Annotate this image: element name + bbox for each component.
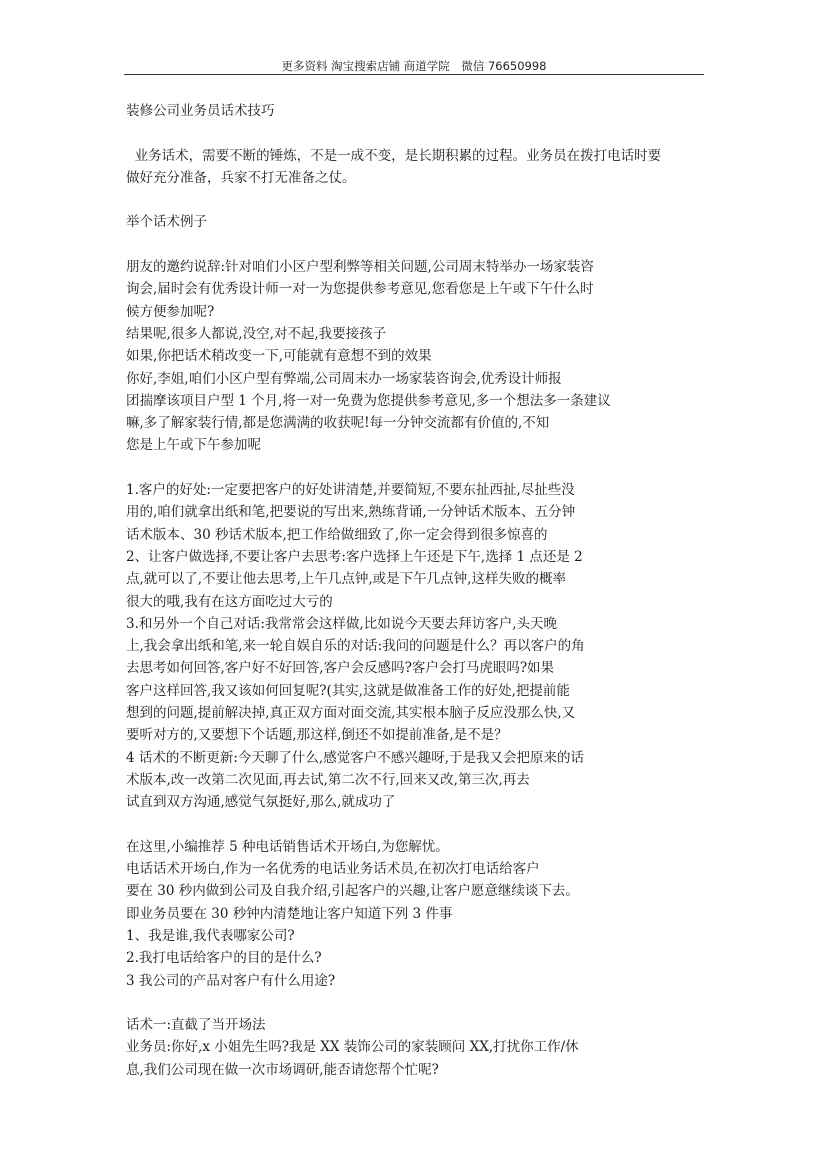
text-line: 4 话术的不断更新:今天聊了什么,感觉客户不感兴趣呀,于是我又会把原来的话 xyxy=(126,749,585,766)
text-line: 电话话术开场白,作为一名优秀的电话业务话术员,在初次打电话给客户 xyxy=(126,861,540,878)
text-line: 术版本,改一改第二次见面,再去试,第二次不行,回来又改,第三次,再去 xyxy=(126,771,530,788)
script-one-section xyxy=(126,1014,716,1081)
text-line: 询会,届时会有优秀设计师一对一为您提供参考意见,您看您是上午或下午什么时 xyxy=(126,281,594,298)
text-line: 业务话术，需要不断的锤炼，不是一成不变，是长期积累的过程。业务员在拨打电话时要 xyxy=(126,147,662,164)
text-line: 如果,你把话术稍改变一下,可能就有意想不到的效果 xyxy=(126,348,432,365)
intro-paragraph xyxy=(126,145,716,190)
text-line: 1、我是谁,我代表哪家公司? xyxy=(126,927,295,944)
spacer xyxy=(126,122,716,144)
text-line: 3.和另外一个自己对话:我常常会这样做,比如说今天要去拜访客户,头天晚 xyxy=(126,615,558,632)
page-header: 更多资料 淘宝搜索店铺 商道学院 微信 76650998 xyxy=(281,59,547,73)
text-line: 2、让客户做选择,不要让客户去思考:客户选择上午还是下午,选择 1 点还是 2 xyxy=(126,548,583,565)
text-line: 业务员:你好,x 小姐先生吗?我是 XX 装饰公司的家装顾问 XX,打扰你工作/休 xyxy=(126,1039,579,1056)
text-line: 试直到双方沟通,感觉气氛挺好,那么,就成功了 xyxy=(126,794,396,811)
text-line: 结果呢,很多人都说,没空,对不起,我要接孩子 xyxy=(126,325,387,342)
text-line: 用的,咱们就拿出纸和笔,把要说的写出来,熟练背诵,一分钟话术版本、五分钟 xyxy=(126,504,576,521)
text-line: 做好充分准备，兵家不打无准备之仗。 xyxy=(126,169,356,186)
example-paragraph xyxy=(126,256,716,457)
text-line: 客户这样回答,我又该如何回复呢?(其实,这就是做准备工作的好处,把提前能 xyxy=(126,682,570,699)
text-line: 要听对方的,又要想下个话题,那这样,倒还不如提前准备,是不是？ xyxy=(126,727,508,744)
text-line: 要在 30 秒内做到公司及自我介绍,引起客户的兴趣,让客户愿意继续谈下去。 xyxy=(126,883,579,900)
example-heading: 举个话术例子 xyxy=(126,214,207,231)
text-line: 嘛,多了解家装行情,都是您满满的收获呢!每一分钟交流都有价值的,不知 xyxy=(126,415,550,432)
text-line: 候方便参加呢? xyxy=(126,303,215,320)
spacer xyxy=(126,234,716,256)
text-line: 1.客户的好处:一定要把客户的好处讲清楚,并要简短,不要东扯西扯,尽扯些没 xyxy=(126,482,575,499)
text-line: 很大的哦,我有在这方面吃过大亏的 xyxy=(126,593,333,610)
text-line: 您是上午或下午参加呢 xyxy=(126,437,261,454)
text-line: 点,就可以了,不要让他去思考,上午几点钟,或是下午几点钟,这样失败的概率 xyxy=(126,571,566,588)
document-body xyxy=(126,100,716,1081)
document-title: 装修公司业务员话术技巧 xyxy=(126,103,275,119)
text-line: 上,我会拿出纸和笔,来一轮自娱自乐的对话:我问的问题是什么？再以客户的角 xyxy=(126,638,585,655)
spacer xyxy=(126,814,716,836)
spacer xyxy=(126,189,716,211)
text-line: 在这里,小编推荐 5 种电话销售话术开场白,为您解忧。 xyxy=(126,838,449,855)
text-line: 朋友的邀约说辞:针对咱们小区户型利弊等相关问题,公司周末特举办一场家装咨 xyxy=(126,259,594,276)
text-line: 团揣摩该项目户型 1 个月,将一对一免费为您提供参考意见,多一个想法多一条建议 xyxy=(126,392,611,409)
text-line: 息,我们公司现在做一次市场调研,能否请您帮个忙呢? xyxy=(126,1061,439,1078)
script-one-heading: 话术一:直截了当开场法 xyxy=(126,1017,266,1034)
text-line: 去思考如何回答,客户好不好回答,客户会反感吗?客户会打马虎眼吗?如果 xyxy=(126,660,555,677)
text-line: 2.我打电话给客户的目的是什么? xyxy=(126,950,322,967)
opening-section xyxy=(126,836,716,992)
text-line: 即业务员要在 30 秒钟内清楚地让客户知道下列 3 件事 xyxy=(126,905,453,922)
text-line: 想到的问题,提前解决掉,真正双方面对面交流,其实根本脑子反应没那么快,又 xyxy=(126,705,576,722)
tips-section xyxy=(126,479,716,813)
text-line: 话术版本、30 秒话术版本,把工作给做细致了,你一定会得到很多惊喜的 xyxy=(126,526,548,543)
text-line: 你好,李姐,咱们小区户型有弊端,公司周末办一场家装咨询会,优秀设计师报 xyxy=(126,370,562,387)
text-line: 3 我公司的产品对客户有什么用途? xyxy=(126,972,336,989)
spacer xyxy=(126,992,716,1014)
spacer xyxy=(126,457,716,479)
header-divider xyxy=(124,74,704,75)
